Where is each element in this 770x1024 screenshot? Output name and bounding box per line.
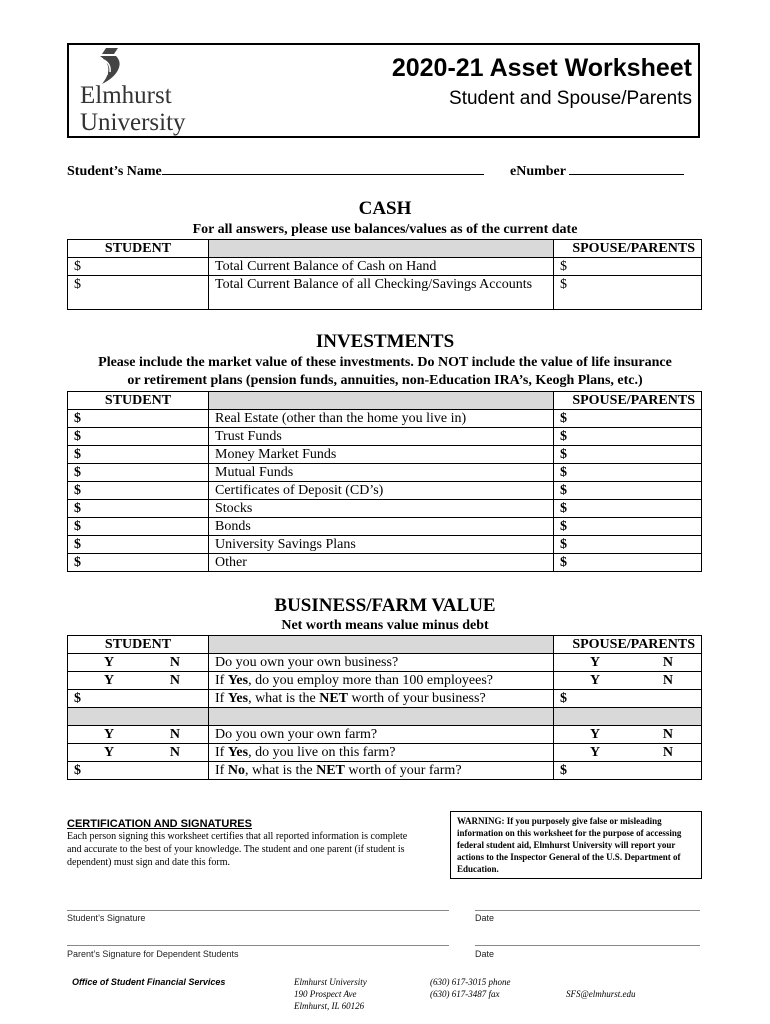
student-name-field[interactable] [67,162,484,180]
row-label: Certificates of Deposit (CD’s) [209,482,554,500]
cash-table [67,239,702,310]
row-label: Total Current Balance of Cash on Hand [209,258,554,276]
investments-section-title: INVESTMENTS [315,331,455,352]
parent-date-line[interactable] [475,945,700,946]
yes-option[interactable]: Y [590,727,601,742]
student-name-label: Student’s Name [67,164,162,179]
table-row [68,464,702,482]
inv-student-header: STUDENT [68,392,209,410]
no-option[interactable]: N [169,673,180,688]
table-row [68,500,702,518]
enumber-label: eNumber [510,164,566,179]
certification-title: CERTIFICATION AND SIGNATURES [67,818,252,830]
row-label: Mutual Funds [209,464,554,482]
spouse-amount[interactable]: $ [554,518,702,536]
student-amount[interactable]: $ [68,500,209,518]
page-subtitle: Student and Spouse/Parents [449,88,692,109]
student-amount[interactable]: $ [68,690,209,708]
student-date-line[interactable] [475,910,700,911]
footer-phone-fax: (630) 617-3015 phone (630) 617-3487 fax [430,977,511,999]
no-option[interactable]: N [662,745,673,760]
inv-spouse-header: SPOUSE/PARENTS [554,392,702,410]
yes-option[interactable]: Y [590,745,601,760]
question-own-farm: Do you own your own farm? [209,726,554,744]
spouse-amount[interactable]: $ [554,446,702,464]
student-amount[interactable]: $ [68,762,209,780]
spouse-amount[interactable]: $ [554,276,702,310]
row-label: Bonds [209,518,554,536]
investments-instruction-2: or retirement plans (pension funds, annuities, non-Education IRA’s, Keogh Plans, etc.) [127,373,643,388]
biz-spouse-header: SPOUSE/PARENTS [554,636,702,654]
spouse-amount[interactable]: $ [554,536,702,554]
yes-option[interactable]: Y [104,727,115,742]
table-row [68,446,702,464]
table-row [68,690,702,708]
table-row [68,410,702,428]
student-amount[interactable]: $ [68,536,209,554]
cash-spouse-header: SPOUSE/PARENTS [554,240,702,258]
no-option[interactable]: N [662,673,673,688]
no-option[interactable]: N [169,745,180,760]
spouse-amount[interactable]: $ [554,554,702,572]
row-label: Total Current Balance of all Checking/Savings Accounts [209,276,554,310]
table-row [68,258,702,276]
question-business-net-worth: If Yes, what is the NET worth of your business? [209,690,554,708]
student-amount[interactable]: $ [68,446,209,464]
biz-header-blank [209,636,554,654]
row-label: University Savings Plans [209,536,554,554]
no-option[interactable]: N [662,655,673,670]
table-row [68,554,702,572]
investments-table [67,391,702,572]
table-row [68,672,702,690]
student-amount[interactable]: $ [68,554,209,572]
enumber-field[interactable] [510,162,684,180]
university-logo-text [80,82,186,136]
table-row [68,518,702,536]
footer-address: Elmhurst University 190 Prospect Ave Elmhurst, IL 60126 [294,977,367,1011]
student-date-label: Date [475,913,495,923]
spouse-amount[interactable]: $ [554,762,702,780]
table-row [68,428,702,446]
table-row [68,536,702,554]
question-live-on-farm: If Yes, do you live on this farm? [209,744,554,762]
logo-line-1: Elmhurst [80,82,172,109]
table-row [68,726,702,744]
footer-office: Office of Student Financial Services [72,977,226,987]
yes-option[interactable]: Y [590,655,601,670]
row-label: Stocks [209,500,554,518]
student-amount[interactable]: $ [68,428,209,446]
row-label: Other [209,554,554,572]
spouse-amount[interactable]: $ [554,464,702,482]
parent-date-label: Date [475,949,495,959]
no-option[interactable]: N [169,727,180,742]
row-label: Real Estate (other than the home you live in) [209,410,554,428]
no-option[interactable]: N [169,655,180,670]
student-amount[interactable]: $ [68,482,209,500]
cash-header-blank [209,240,554,258]
certification-body: Each person signing this worksheet certifies that all reported information is complete and accurate to the best of your knowledge. The student and one parent (if student is dependent) must sign and date this form. [67,831,408,868]
yes-option[interactable]: Y [104,745,115,760]
student-amount[interactable]: $ [68,464,209,482]
spouse-amount[interactable]: $ [554,410,702,428]
student-signature-label: Student’s Signature [67,913,146,923]
inv-header-blank [209,392,554,410]
row-label: Money Market Funds [209,446,554,464]
table-row [68,482,702,500]
spouse-amount[interactable]: $ [554,258,702,276]
enumber-blank[interactable] [569,162,684,175]
question-own-business: Do you own your own business? [209,654,554,672]
row-label: Trust Funds [209,428,554,446]
footer-email[interactable]: SFS@elmhurst.edu [566,989,636,999]
business-instruction: Net worth means value minus debt [281,618,489,633]
table-row [68,276,702,310]
business-section-title: BUSINESS/FARM VALUE [274,595,496,616]
cash-student-header: STUDENT [68,240,209,258]
question-employees: If Yes, do you employ more than 100 employees? [209,672,554,690]
university-shield-logo [96,48,124,84]
spouse-amount[interactable]: $ [554,482,702,500]
business-table [67,635,702,780]
spouse-amount[interactable]: $ [554,690,702,708]
student-name-blank[interactable] [162,162,484,175]
yes-option[interactable]: Y [104,673,115,688]
table-row [68,762,702,780]
separator-row [68,708,702,726]
logo-line-2: University [80,109,186,136]
investments-instruction-1: Please include the market value of these investments. Do NOT include the value of life insurance [98,355,672,370]
table-row [68,654,702,672]
page-title: 2020-21 Asset Worksheet [391,54,692,82]
spouse-amount[interactable]: $ [554,500,702,518]
question-farm-net-worth: If No, what is the NET worth of your farm? [209,762,554,780]
no-option[interactable]: N [662,727,673,742]
yes-option[interactable]: Y [590,673,601,688]
biz-student-header: STUDENT [68,636,209,654]
cash-instruction: For all answers, please use balances/values as of the current date [192,222,578,237]
student-amount[interactable]: $ [68,410,209,428]
student-amount[interactable]: $ [68,258,209,276]
student-signature-line[interactable] [67,910,449,911]
spouse-amount[interactable]: $ [554,428,702,446]
parent-signature-line[interactable] [67,945,449,946]
yes-option[interactable]: Y [104,655,115,670]
table-row [68,744,702,762]
parent-signature-label: Parent’s Signature for Dependent Students [67,949,239,959]
cash-section-title: CASH [358,198,412,219]
student-amount[interactable]: $ [68,276,209,310]
warning-box: WARNING: If you purposely give false or misleading information on this worksheet for the purpose of accessing federal student aid, Elmhurst University will report your actions to the Inspector General of the U.S. Department of Education. [450,811,702,879]
student-amount[interactable]: $ [68,518,209,536]
